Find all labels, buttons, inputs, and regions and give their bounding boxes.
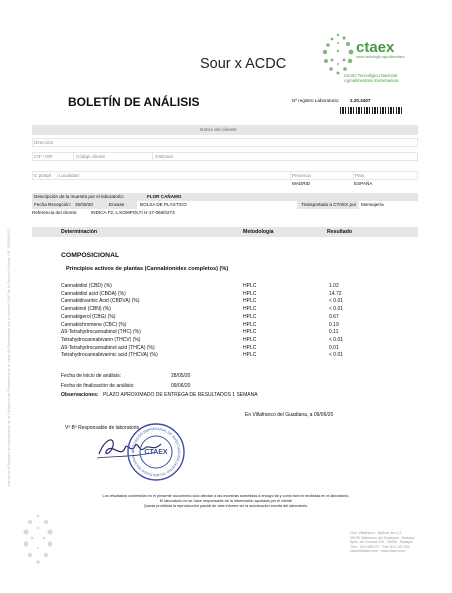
result-value: 0.67 [329, 313, 339, 320]
result-value: 0.19 [329, 321, 339, 328]
result-method: HPLC [243, 298, 257, 305]
col-resultado: Resultado [327, 229, 353, 235]
logo-org-line1: Centro Tecnológico Nacional [344, 73, 398, 78]
result-value: 1.02 [329, 283, 339, 289]
result-value: 0.01 [329, 344, 339, 351]
observaciones-label: Observaciones: [61, 392, 99, 398]
sample-desc-row [32, 193, 418, 201]
provincia-value: MADRID [292, 181, 311, 186]
result-value: < 0.01 [329, 298, 344, 305]
address-line: ctaex@ctaex.com · www.ctaex.com [350, 549, 406, 554]
cif-label: CIF / NIF [34, 154, 53, 159]
result-method: HPLC [243, 352, 257, 359]
result-row [61, 314, 391, 321]
end-date-label: Fecha de finalización de análisis: [61, 383, 135, 389]
pais-label: País [355, 173, 365, 178]
footer-line: Queda prohibida la reproducción parcial de este informe sin la autorización escrita del laboratorio. [143, 504, 309, 508]
logo-wordmark: ctaex [356, 39, 395, 56]
subsection-title: Principios activos de plantas (Cannabionides completos) (%) [66, 266, 229, 272]
transport-label: Transportado a CTAEX por [301, 202, 357, 207]
envase-label: Envase [109, 202, 125, 207]
ref-label: Referencia del cliente: [32, 210, 78, 215]
result-row [61, 329, 391, 336]
result-name: Cannabigerol (CBG) (%) [61, 313, 116, 320]
col-determinacion: Determinación [61, 229, 98, 235]
observaciones-value: PLAZO APROXIMADO DE ENTREGA DE RESULTADOS 1 SEMANA [103, 392, 258, 398]
result-name: Cannabidiol (CBD) (%) [61, 283, 112, 289]
cp-label: C postal [34, 173, 51, 178]
result-row [61, 291, 391, 298]
transport-value: Mensajería [361, 202, 384, 207]
col-metodologia: Metodología [243, 229, 274, 235]
result-row [61, 352, 391, 359]
provincia-label: Provincia [292, 173, 311, 178]
result-value: 14.72 [329, 290, 342, 297]
place-date: En Villafranco del Guadiana, a 09/06/20 [245, 412, 334, 418]
result-method: HPLC [243, 313, 257, 320]
client-row-cif [32, 152, 418, 161]
fecha-recepcion-label: Fecha Recepción: [34, 202, 72, 207]
result-name: Cannabinol (CBN) (%) [61, 306, 111, 313]
result-value: < 0.01 [329, 306, 344, 313]
fecha-recepcion-value: 25/05/20 [75, 202, 93, 207]
address-line: Apdo. de Correos 202 · 06080 - Badajoz [350, 540, 413, 545]
result-name: Cannabidiol acid (CBDA) (%) [61, 290, 126, 297]
client-row-cp [32, 171, 418, 180]
decorative-dots-bottom [20, 510, 56, 570]
address-block [350, 531, 430, 554]
footer-disclaimer [40, 494, 412, 509]
end-date-value: 09/06/20 [171, 383, 191, 389]
registry-value: 2.20.2407 [350, 98, 371, 103]
logo-org-line2: Agroalimentario Extremadura [344, 78, 399, 83]
product-title: Sour x ACDC [200, 56, 287, 72]
client-header: Datos del cliente [200, 127, 237, 132]
result-method: HPLC [243, 344, 257, 351]
ref-value: INDICA F2; L:KOMPOLTI H-17-066/0273 [91, 210, 175, 215]
barcode [340, 107, 402, 114]
client-row-direccion [32, 138, 418, 147]
start-date-label: Fecha de inicio de análisis: [61, 373, 122, 379]
codigo-label: Código cliente [76, 154, 106, 159]
logo-tagline: centro tecnológico agroalimentario [356, 55, 405, 59]
footer-line: Los resultados contenidos en el presente documento sólo afectan a las muestras sometidas a ensayo tal y como fueron recibidas en el laboratorio. [102, 494, 350, 498]
start-date-value: 28/05/20 [171, 373, 191, 379]
result-method: HPLC [243, 290, 257, 297]
result-name: Cannabichromene (CBC) (%) [61, 321, 127, 328]
sample-desc-value: FLOR CAÑAMO [147, 194, 182, 199]
direccion-label: Dirección [34, 140, 54, 145]
address-line: 06195 Villafranco del Guadiana - Badajoz [350, 535, 415, 540]
result-row [61, 306, 391, 313]
envase-value: BOLSA DE PLÁSTICO [140, 202, 187, 207]
result-row [61, 337, 391, 344]
result-value: < 0.01 [329, 352, 344, 359]
registry-label: Nº registro Laboratorio: [292, 98, 340, 103]
result-name: Cannabidivarinic Acid (CBDVA) (%) [61, 298, 140, 305]
stamp-center-text: CTAEX [144, 449, 168, 456]
result-row [61, 298, 391, 305]
result-method: HPLC [243, 283, 257, 289]
company-stamp [126, 422, 186, 482]
sample-info-row [32, 201, 418, 209]
result-row [61, 283, 391, 290]
report-title: BOLETÍN DE ANÁLISIS [68, 95, 200, 109]
result-name: Δ9-Tetrahydrocannabinol acid (THCA) (%) [61, 344, 155, 351]
result-method: HPLC [243, 329, 257, 336]
result-method: HPLC [243, 306, 257, 313]
result-name: Tetrahydrocannabivarin (THCV) (%) [61, 336, 141, 343]
result-row [61, 345, 391, 352]
side-registration-text: Inscrita en el Registro de Asociaciones de la Consejería de Presidencia de la Junta de Extremadura con el número 3.607 de la Sección Primera. CIF: G06354476 [7, 229, 11, 487]
section-title: COMPOSICIONAL [61, 252, 120, 259]
localidad-label: Localidad [59, 173, 79, 178]
result-method: HPLC [243, 321, 257, 328]
address-line: Ctra. Villafranco - Balboa, km 1,2 [350, 531, 402, 535]
pais-value: ESPAÑA [354, 181, 373, 186]
signature-label: Vº Bº Responsable de laboratorio [65, 425, 140, 431]
stamp-ring-text: ASOCIACIÓN EMPRESARIAL DE INVESTIGACIÓN CENTRO TECNOLÓGICO NACIONAL A [130, 426, 182, 478]
result-name: Δ9-Tetrahydrocannabinol (THC) (%) [61, 329, 141, 336]
ctaex-logo [356, 40, 426, 59]
footer-line: El laboratorio no se hace responsable de la información aportada por el cliente [159, 499, 293, 503]
address-line: Tfno.: 924 448 077 · Fax: 924 241 002 [350, 544, 410, 549]
email-label: OnEmail [155, 154, 173, 159]
result-method: HPLC [243, 336, 257, 343]
result-value: < 0.01 [329, 336, 344, 343]
result-row [61, 322, 391, 329]
result-value: 0.11 [329, 329, 339, 336]
result-name: Tetrahydrocannabivarinic acid (THCVA) (%) [61, 352, 158, 359]
sample-desc-label: Descripción de la muestra por el laboratorio: [34, 194, 125, 199]
